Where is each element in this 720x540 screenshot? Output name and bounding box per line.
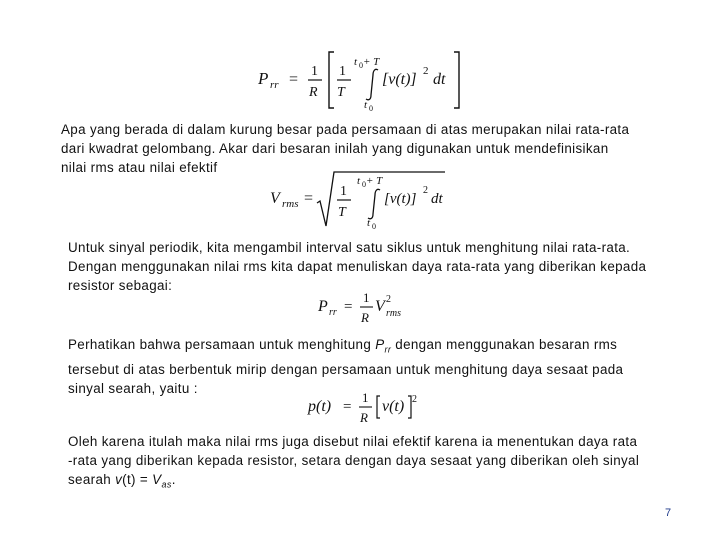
eq1-T: T xyxy=(337,85,345,100)
eq2-v: [v(t)] xyxy=(384,191,417,207)
eq2-upper-plus: + T xyxy=(366,175,383,187)
eq3-lhs: P xyxy=(318,298,328,315)
eq3-V: V xyxy=(375,298,385,315)
text-line: Apa yang berada di dalam kurung besar pada persamaan di atas merupakan nilai rata-rata xyxy=(61,122,630,137)
eq1-v: [v(t)] xyxy=(382,71,417,88)
eq2-square: 2 xyxy=(423,185,428,196)
symbol-sub: rr xyxy=(384,344,392,355)
eq1-upper-t: t xyxy=(354,56,358,68)
text-fragment: (t) = xyxy=(122,472,153,487)
equation-power-from-rms xyxy=(318,288,418,328)
symbol-v: v xyxy=(115,472,123,487)
eq1-equals: = xyxy=(289,71,299,88)
eq1-dt: dt xyxy=(433,71,446,88)
page-number: 7 xyxy=(665,507,672,519)
eq2-one: 1 xyxy=(340,184,347,199)
eq3-one: 1 xyxy=(363,290,370,305)
text-line: nilai rms atau nilai efektif xyxy=(61,160,218,175)
eq2-lower-0: 0 xyxy=(372,222,376,231)
eq3-square: 2 xyxy=(386,294,391,305)
eq1-square: 2 xyxy=(423,65,429,77)
text-line: Untuk sinyal periodik, kita mengambil interval satu siklus untuk menghitung nilai rata-rata. xyxy=(68,240,631,255)
equation-average-power-integral xyxy=(258,48,478,112)
eq3-equals: = xyxy=(344,299,353,315)
eq4-square: 2 xyxy=(412,394,417,405)
text-fragment: . xyxy=(171,472,176,487)
eq1-lhs: P xyxy=(258,69,269,88)
symbol-sub: as xyxy=(161,479,172,490)
paragraph-effective-value xyxy=(68,432,639,495)
text-line xyxy=(68,335,623,360)
eq4-one: 1 xyxy=(362,390,369,405)
eq4-equals: = xyxy=(343,399,352,415)
eq2-lhs: V xyxy=(270,190,280,207)
eq1-upper-plus: + T xyxy=(363,56,380,68)
text-line: Dengan menggunakan nilai rms kita dapat menuliskan daya rata-rata yang diberikan kepada xyxy=(68,259,647,274)
paragraph-rms-definition xyxy=(61,120,629,177)
eq4-R: R xyxy=(360,410,368,425)
text-line xyxy=(68,470,639,495)
eq4-v: v(t) xyxy=(382,398,405,415)
symbol-V: V xyxy=(152,472,162,487)
eq1-lower-0: 0 xyxy=(369,104,373,113)
eq1-one: 1 xyxy=(311,64,318,79)
eq3-sub: rms xyxy=(386,308,402,319)
equation-rms-value xyxy=(270,170,460,230)
eq2-upper-0: 0 xyxy=(362,180,366,189)
text-line: -rata yang diberikan kepada resistor, setara dengan daya sesaat yang diberikan oleh sinyal xyxy=(68,453,640,468)
eq1-one-b: 1 xyxy=(339,64,346,79)
eq1-R: R xyxy=(309,85,318,100)
eq2-lower-t: t xyxy=(367,217,371,229)
text-line: Oleh karena itulah maka nilai rms juga disebut nilai efektif karena ia menentukan daya rata xyxy=(68,434,638,449)
paragraph-periodic-signal xyxy=(68,238,646,295)
eq2-T: T xyxy=(338,205,346,220)
eq2-upper-t: t xyxy=(357,175,361,187)
eq4-lhs: p(t) xyxy=(308,398,332,415)
text-line: resistor sebagai: xyxy=(68,278,173,293)
symbol-P: P xyxy=(375,337,385,352)
eq1-lower-t: t xyxy=(364,99,368,111)
eq3-R: R xyxy=(361,310,369,325)
eq1-upper-0: 0 xyxy=(359,61,363,70)
text-line: tersebut di atas berbentuk mirip dengan persamaan untuk menghitung daya sesaat pada xyxy=(68,361,624,377)
eq3-lhs-sub: rr xyxy=(329,307,337,318)
eq2-equals: = xyxy=(304,190,314,207)
text-line: sinyal searah, yaitu : xyxy=(68,380,198,396)
text-fragment: dengan menggunakan besaran rms xyxy=(391,337,618,352)
eq2-lhs-sub: rms xyxy=(282,198,299,210)
eq2-dt: dt xyxy=(431,191,443,207)
equation-instant-power xyxy=(308,388,428,428)
text-line: dari kwadrat gelombang. Akar dari besaran inilah yang digunakan untuk mendefinisikan xyxy=(61,141,609,156)
text-fragment: searah xyxy=(68,472,116,487)
eq1-lhs-sub: rr xyxy=(270,79,279,91)
text-fragment: Perhatikan bahwa persamaan untuk menghitung xyxy=(68,337,376,352)
